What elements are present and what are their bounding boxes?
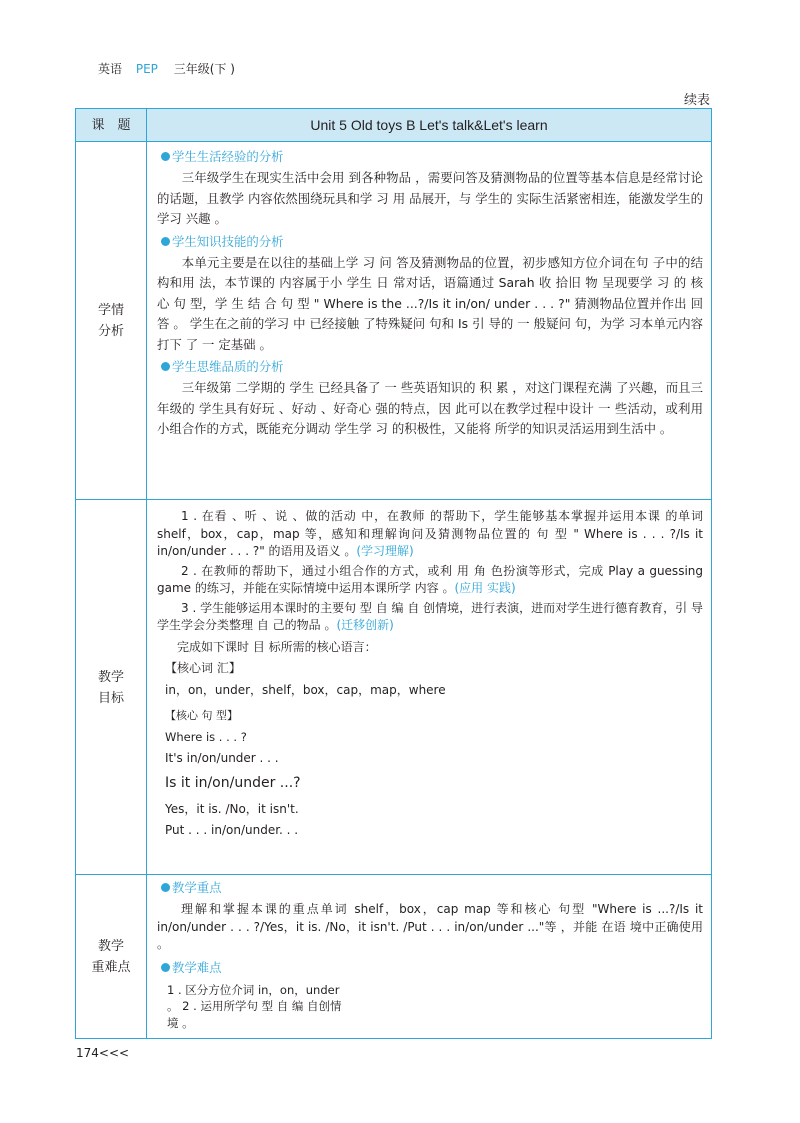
objective-tag: (应用 实践) xyxy=(454,581,516,595)
focus-title: 教学重点 xyxy=(172,880,222,895)
vocab-list: in，on，under，shelf，box，cap，map，where xyxy=(165,682,446,697)
objective-tag: (迁移创新) xyxy=(336,618,394,632)
section-text: 三年级学生在现实生活中会用 到各种物品 ，需要问答及猜测物品的位置等基本信息是经常讨论的话题，且教学 内容依然围绕玩具和学 习 用 品展开，与 学生的 实际生活紧密相连，能激发学生的学习 兴趣 。 xyxy=(157,170,703,226)
objective-item xyxy=(157,563,703,598)
section-heading xyxy=(157,356,703,377)
key-points-row xyxy=(76,874,711,1039)
section-heading xyxy=(157,231,703,252)
bullet-dot-icon xyxy=(161,883,170,892)
continued-label: 续表 xyxy=(683,93,710,108)
section-title: 学生知识技能的分析 xyxy=(172,233,284,249)
title-cell xyxy=(147,109,711,141)
objectives-content xyxy=(147,500,711,875)
objectives-row xyxy=(76,499,711,875)
objectives-label-line2: 目标 xyxy=(97,690,124,706)
section-text: 三年级第 二学期的 学生 已经具备了 一 些英语知识的 积 累 ，对这门课程充满 了兴趣，而且三年级的 学生具有好玩 、好动 、好奇心 强的特点，因 此可以在教学过程中设计 一 些活动，或利用 小组合作的方式，既能充分调动 学生学 习 的积极性，又能将 所学的知识灵活运用到生活中 。 xyxy=(157,380,703,436)
objective-item xyxy=(157,508,703,561)
pattern-line: It's in/on/under . . . xyxy=(165,751,279,765)
title-row xyxy=(76,109,711,141)
analysis-row xyxy=(76,141,711,500)
bullet-dot-icon xyxy=(161,237,170,246)
pattern-line: Where is . . . ? xyxy=(165,729,247,744)
difficulty-line: 。 2 . 运用所学句 型 自 编 自创情 xyxy=(167,999,342,1013)
key-points-label xyxy=(76,875,147,1039)
difficulty-line: 境 。 xyxy=(167,1015,194,1030)
key-points-label-line1: 教学 xyxy=(97,939,124,954)
difficulty-text xyxy=(157,982,703,1032)
key-points-label-line2: 重难点 xyxy=(91,960,131,975)
objective-text: 1 . 在看 、听 、说 、做的活动 中，在教师 的帮助下，学生能够基本掌握并运用本课 的单词 shelf，box，cap，map 等，感知和理解询问及猜测物品位置的 句 型 " Where is . . . ?/Is it in/on/under . . . ?" 的语用及语义 。 xyxy=(157,509,703,558)
lesson-table xyxy=(75,108,712,1039)
vocab-title: 【核心词 汇】 xyxy=(165,661,241,675)
edition-label: PEP xyxy=(135,62,158,76)
objectives-label-line1: 教学 xyxy=(97,669,124,685)
key-points-content xyxy=(147,875,711,1039)
topic-label: 课 题 xyxy=(76,109,147,141)
section-title: 学生思维品质的分析 xyxy=(172,359,284,374)
objective-tag: (学习理解) xyxy=(356,544,414,558)
section-heading xyxy=(157,146,703,167)
page-header xyxy=(98,60,235,77)
subject-label: 英语 xyxy=(98,62,123,76)
analysis-content xyxy=(147,142,711,500)
objective-text: 3 . 学生能够运用本课时的主要句 型 自 编 自 创情境，进行表演，进而对学生进行德育教育，引 导学生学会分类整理 自 己的物品 。 xyxy=(157,600,703,632)
section-heading xyxy=(157,957,703,978)
objective-text: 2 . 在教师的帮助下，通过小组合作的方式，或利 用 角 色扮演等形式，完成 Play a guessing game 的练习，并能在实际情境中运用本课所学 内容 。 xyxy=(157,563,703,595)
focus-text: 理解和掌握本课的重点单词 shelf，box，cap map 等和核心 句型 "Where is ...?/Is it in/on/under . . . ?/Yes，it is. /No，it isn't. /Put . . . in/on/under ..."等 ，并能 在语 境中正确使用 。 xyxy=(157,902,703,951)
analysis-label-line2: 分析 xyxy=(97,324,124,339)
bullet-dot-icon xyxy=(161,963,170,972)
pattern-line: Put . . . in/on/under. . . xyxy=(165,823,299,837)
core-language-intro: 完成如下课时 目 标所需的核心语言： xyxy=(177,639,377,654)
bullet-dot-icon xyxy=(161,362,170,371)
section-heading xyxy=(157,877,703,898)
analysis-label xyxy=(76,142,147,500)
objectives-label xyxy=(76,500,147,875)
page-number: 174<<< xyxy=(76,1046,130,1060)
pattern-line: Is it in/on/under ...? xyxy=(165,774,301,791)
section-title: 学生生活经验的分析 xyxy=(172,149,284,164)
analysis-label-line1: 学情 xyxy=(97,303,124,318)
patterns-title: 【核心 句 型】 xyxy=(165,709,238,722)
pattern-line: Yes，it is. /No，it isn't. xyxy=(165,801,299,816)
difficulty-title: 教学难点 xyxy=(172,959,222,975)
section-text: 本单元主要是在以往的基础上学 习 问 答及猜测物品的位置，初步感知方位介词在句 子中的结构和用 法，本节课的 内容属于小 学生 日 常对话，语篇通过 Sarah 收 拾旧 物 呈现要学 习 的 核 心 句 型，学 生 结 合 句 型 " Where is the ...?/Is it in/on/ under . . . ?" 猜测物品位置并作出 回答 。 学生在之前的学习 中 已经接触 了特殊疑问 句和 Is 引 导的 一 般疑问 句，为学 习本单元内容打下 了 一 定基础 。 xyxy=(157,254,703,352)
grade-label: 三年级(下 ) xyxy=(173,62,235,76)
objective-item xyxy=(157,600,703,635)
lesson-title: Unit 5 Old toys B Let's talk&Let's learn xyxy=(310,117,548,133)
bullet-dot-icon xyxy=(161,152,170,161)
difficulty-line: 1 . 区分方位介词 in，on，under xyxy=(167,982,340,997)
